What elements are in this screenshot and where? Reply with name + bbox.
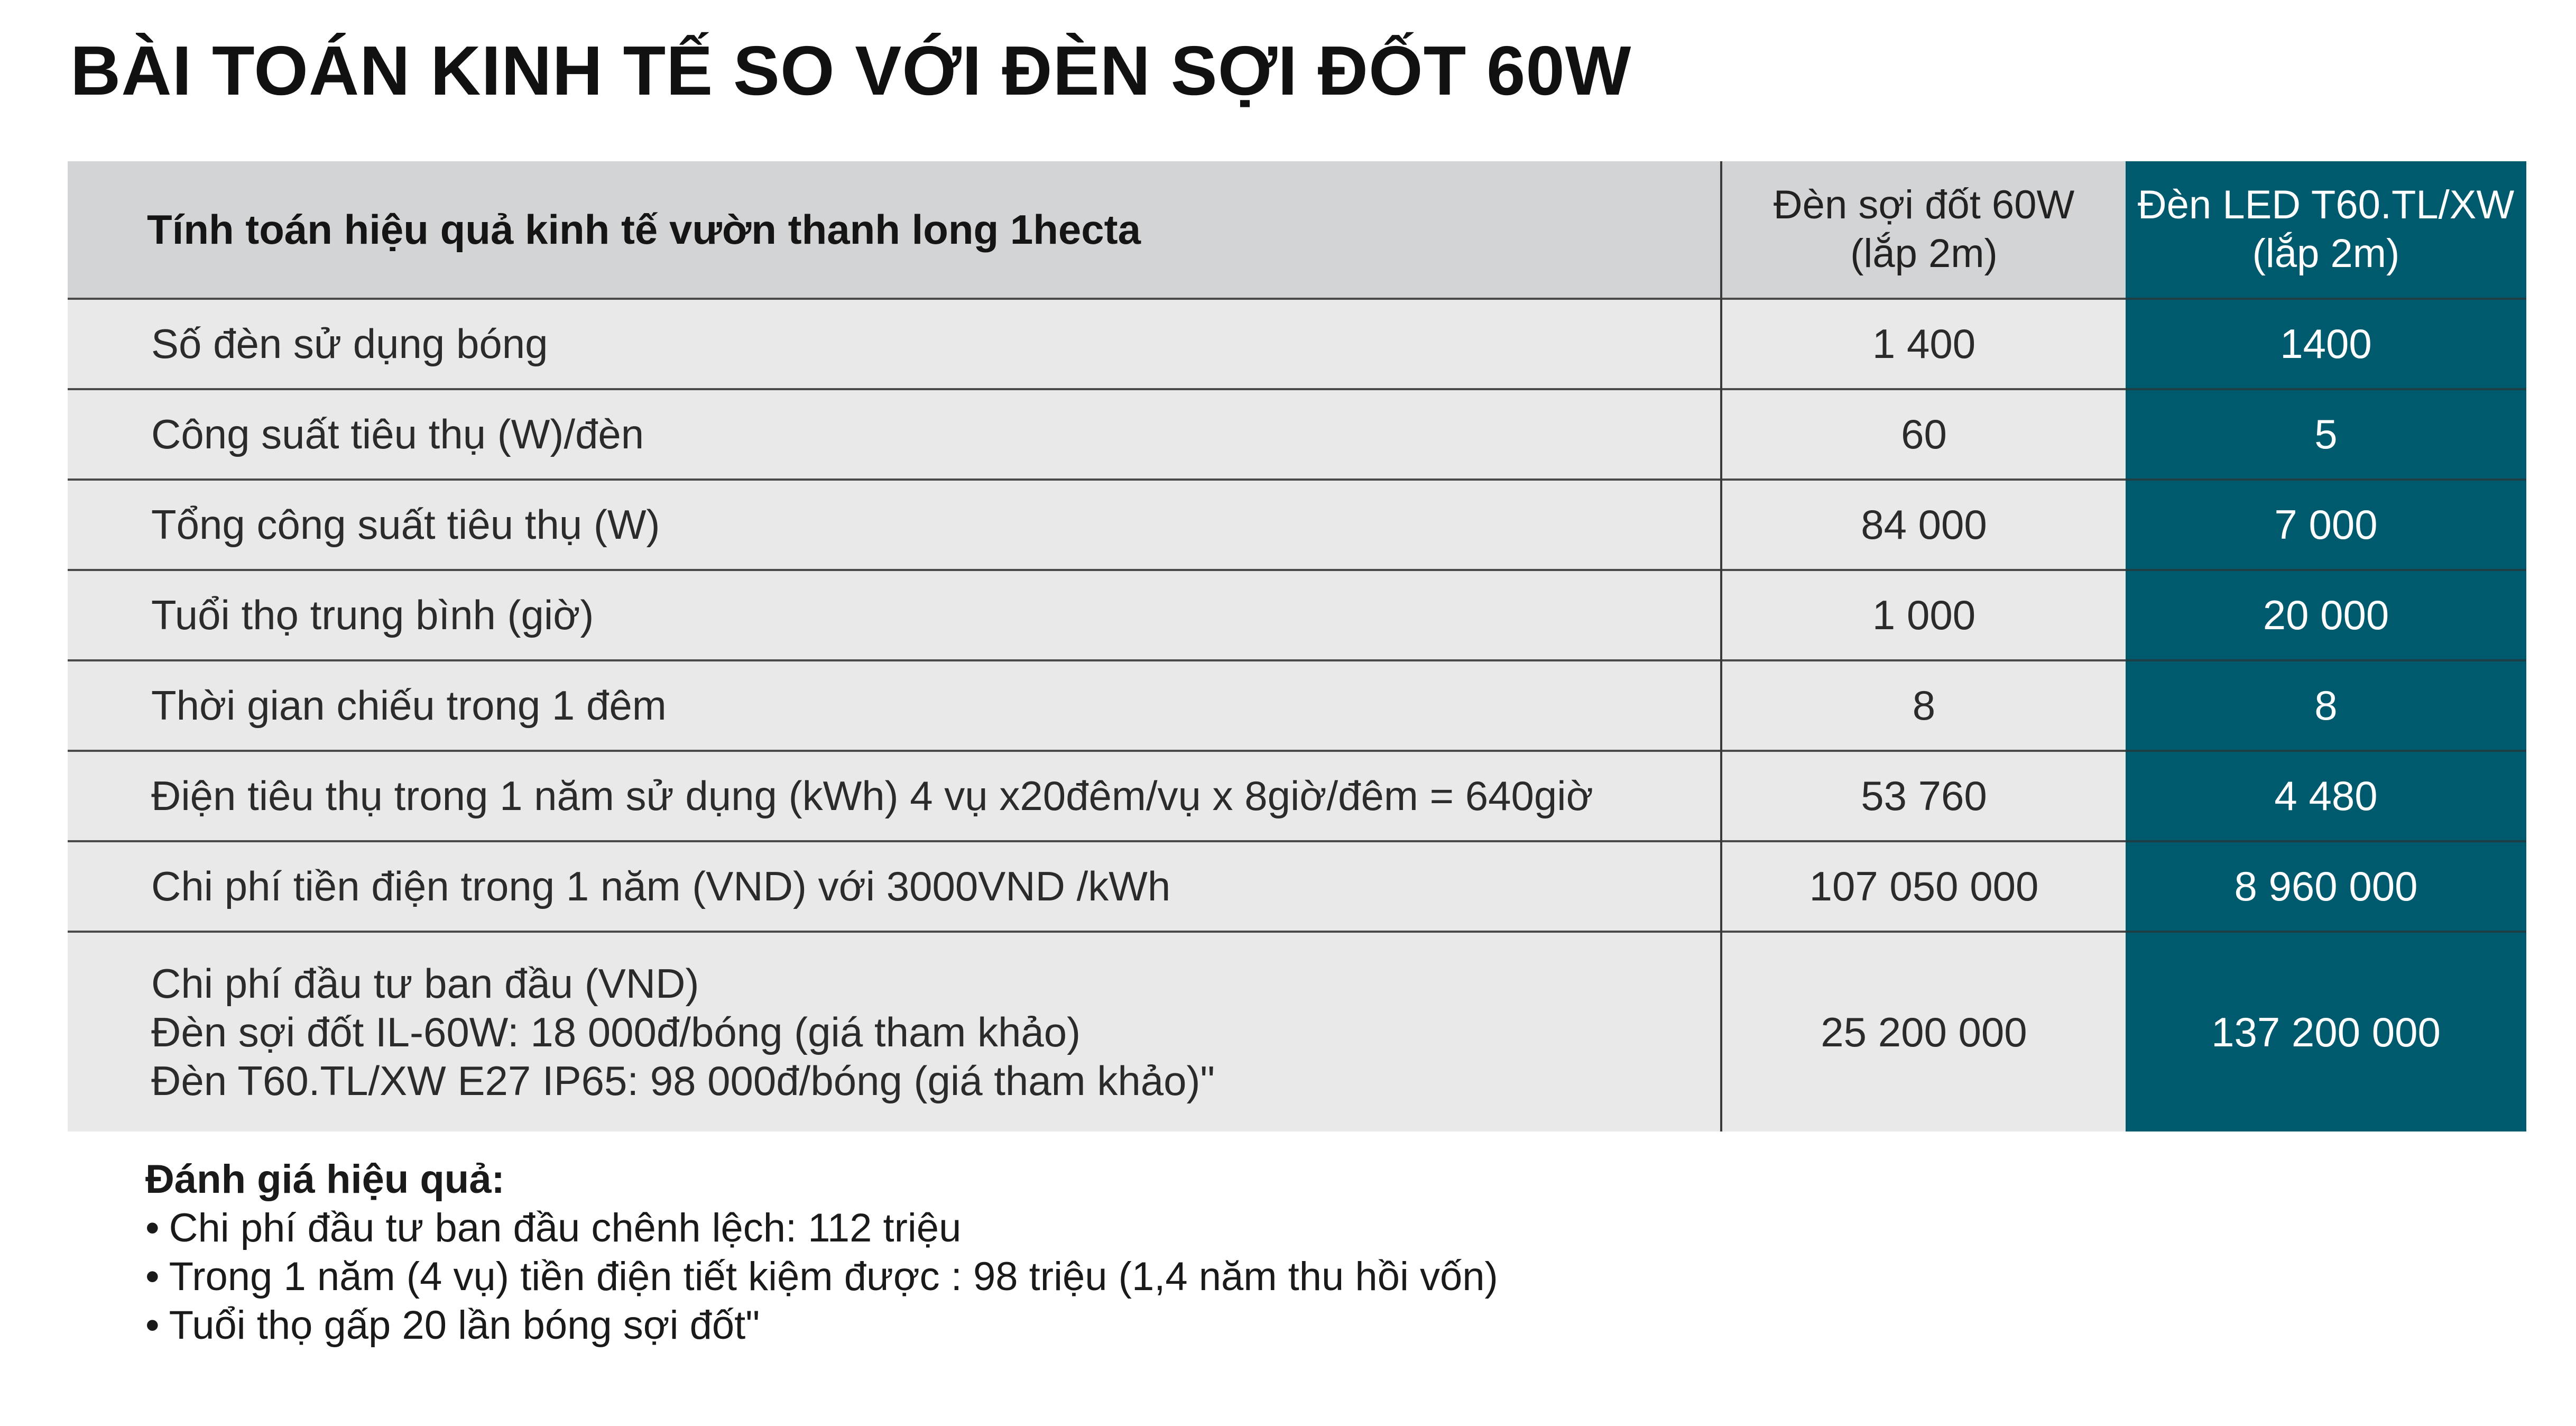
led-value: 5: [2126, 389, 2526, 480]
efficiency-summary: [145, 1155, 1498, 1350]
table-row-investment: [68, 932, 2526, 1131]
header-led: [2126, 161, 2526, 299]
bullet-icon: •: [145, 1206, 160, 1250]
led-value: 7 000: [2126, 480, 2526, 570]
incandescent-value: 8: [1721, 660, 2126, 751]
incandescent-value: 25 200 000: [1721, 932, 2126, 1131]
incandescent-value: 84 000: [1721, 480, 2126, 570]
economic-comparison-table: [68, 161, 2526, 1131]
header-led-name: Đèn LED T60.TL/XW: [2137, 182, 2515, 227]
row-label-investment: [68, 932, 1721, 1131]
header-incandescent-spacing: (lắp 2m): [1850, 231, 1998, 276]
table-row: [68, 299, 2526, 389]
row-label: Chi phí tiền điện trong 1 năm (VND) với 3000VND /kWh: [68, 841, 1721, 932]
led-value: 8 960 000: [2126, 841, 2526, 932]
header-calculation-label: Tính toán hiệu quả kinh tế vườn thanh long 1hecta: [68, 161, 1721, 299]
led-value: 4 480: [2126, 751, 2526, 841]
incandescent-value: 53 760: [1721, 751, 2126, 841]
incandescent-value: 1 400: [1721, 299, 2126, 389]
table-row: [68, 660, 2526, 751]
table-row: [68, 841, 2526, 932]
incandescent-value: 1 000: [1721, 570, 2126, 660]
investment-led-price: Đèn T60.TL/XW E27 IP65: 98 000đ/bóng (giá tham khảo)": [151, 1057, 1215, 1104]
led-value: 1400: [2126, 299, 2526, 389]
summary-title: Đánh giá hiệu quả:: [145, 1157, 505, 1202]
header-led-spacing: (lắp 2m): [2252, 231, 2400, 276]
summary-item: [145, 1204, 1498, 1253]
row-label: Tổng công suất tiêu thụ (W): [68, 480, 1721, 570]
incandescent-value: 107 050 000: [1721, 841, 2126, 932]
row-label: Tuổi thọ trung bình (giờ): [68, 570, 1721, 660]
page-title: BÀI TOÁN KINH TẾ SO VỚI ĐÈN SỢI ĐỐT 60W: [70, 32, 1632, 109]
row-label: Điện tiêu thụ trong 1 năm sử dụng (kWh) 4 vụ x20đêm/vụ x 8giờ/đêm = 640giờ: [68, 751, 1721, 841]
table-row: [68, 480, 2526, 570]
header-incandescent: [1721, 161, 2126, 299]
bullet-icon: •: [145, 1303, 160, 1348]
row-label: Số đèn sử dụng bóng: [68, 299, 1721, 389]
table-header-row: [68, 161, 2526, 299]
investment-title: Chi phí đầu tư ban đầu (VND): [151, 960, 699, 1007]
led-value: 20 000: [2126, 570, 2526, 660]
led-value: 137 200 000: [2126, 932, 2526, 1131]
summary-item: [145, 1301, 1498, 1350]
incandescent-value: 60: [1721, 389, 2126, 480]
bullet-icon: •: [145, 1254, 160, 1299]
summary-item-text: Chi phí đầu tư ban đầu chênh lệch: 112 triệu: [169, 1206, 962, 1250]
table-row: [68, 570, 2526, 660]
led-value: 8: [2126, 660, 2526, 751]
row-label: Thời gian chiếu trong 1 đêm: [68, 660, 1721, 751]
summary-item-text: Trong 1 năm (4 vụ) tiền điện tiết kiệm được : 98 triệu (1,4 năm thu hồi vốn): [169, 1254, 1498, 1299]
table-row: [68, 751, 2526, 841]
row-label: Công suất tiêu thụ (W)/đèn: [68, 389, 1721, 480]
investment-incandescent-price: Đèn sợi đốt IL-60W: 18 000đ/bóng (giá tham khảo): [151, 1009, 1081, 1055]
header-incandescent-name: Đèn sợi đốt 60W: [1773, 182, 2075, 227]
summary-item: [145, 1253, 1498, 1301]
table-row: [68, 389, 2526, 480]
summary-item-text: Tuổi thọ gấp 20 lần bóng sợi đốt": [169, 1303, 760, 1348]
